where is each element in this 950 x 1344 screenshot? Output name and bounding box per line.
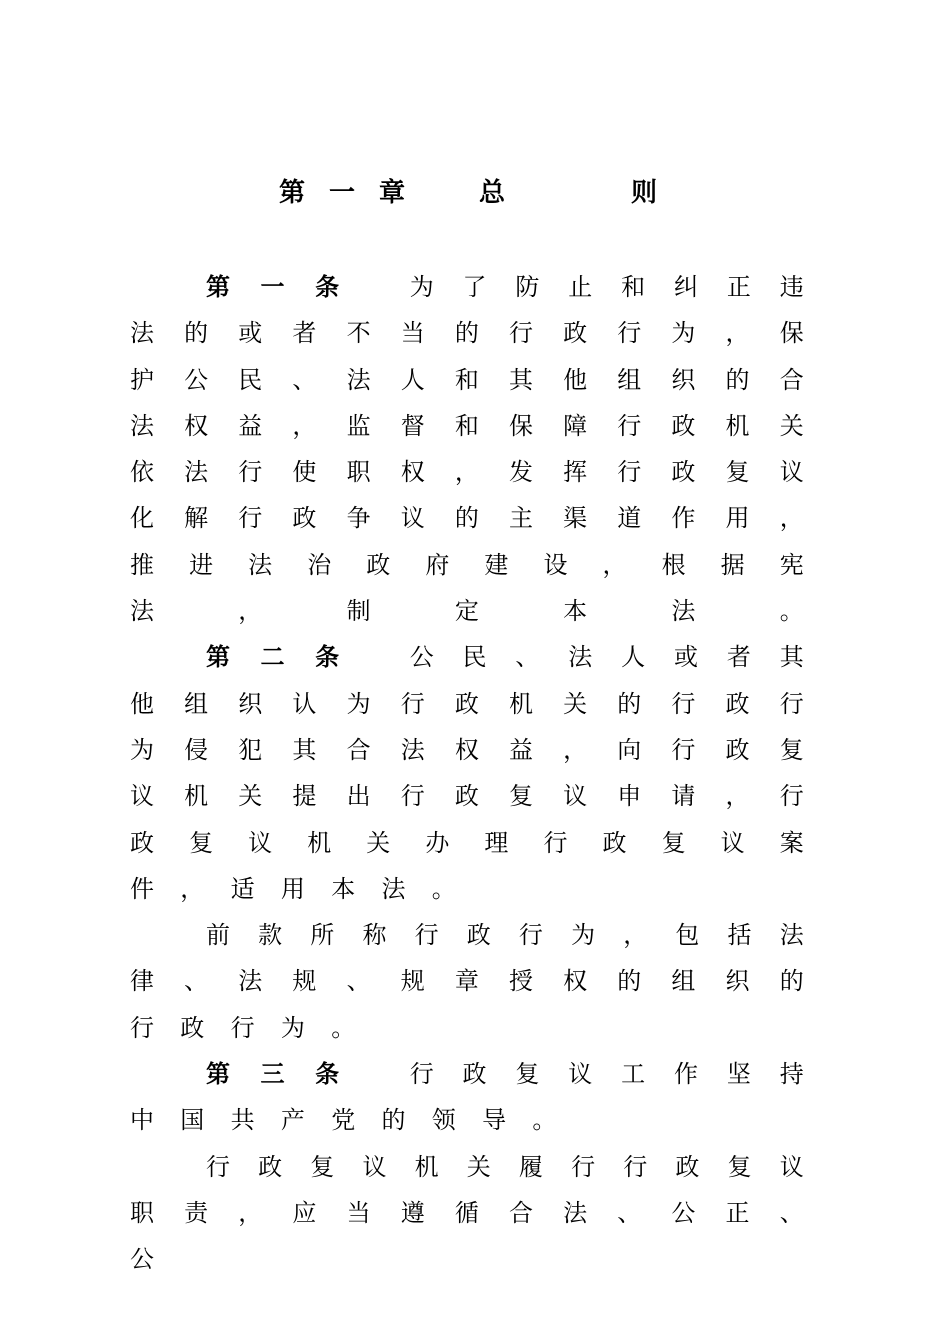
article-3 xyxy=(130,1051,830,1144)
chapter-number: 第一章 xyxy=(279,178,430,208)
chapter-title-char-1: 总 xyxy=(479,178,506,208)
article-label: 第一条 xyxy=(206,273,370,301)
article-text: 公民、法人或者其他组织认为行政机关的行政行为侵犯其合法权益，向行政复议机关提出行政复议申请，行政复议机关办理行政复议案件，适用本法。 xyxy=(130,643,831,903)
article-label: 第三条 xyxy=(206,1060,370,1089)
article-text: 为了防止和纠正违法的或者不当的行政行为，保护公民、法人和其他组织的合法权益，监督和保障行政机关依法行使职权，发挥行政复议化解行政争议的主渠道作用，推进法治政府建设，根据宪法，制定本法。 xyxy=(130,273,831,626)
document-body xyxy=(130,264,830,1283)
chapter-title xyxy=(0,172,950,216)
article-label: 第二条 xyxy=(206,643,370,672)
article-2 xyxy=(130,634,830,912)
chapter-title-char-2: 则 xyxy=(631,178,658,208)
article-text: 行政复议工作坚持中国共产党的领导。 xyxy=(130,1060,831,1135)
article-3-paragraph-2: 行政复议机关履行行政复议职责，应当遵循合法、公正、公 xyxy=(130,1152,830,1274)
article-1 xyxy=(130,264,830,634)
article-2-paragraph-2: 前款所称行政行为，包括法律、法规、规章授权的组织的行政行为。 xyxy=(130,921,830,1042)
